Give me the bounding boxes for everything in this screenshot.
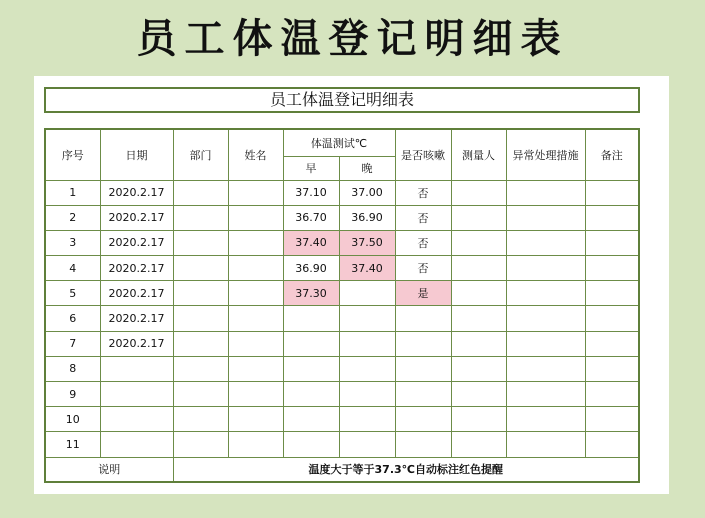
cell-name[interactable] [228, 306, 283, 331]
cell-date[interactable]: 2020.2.17 [100, 306, 173, 331]
cell-remark[interactable] [585, 356, 639, 381]
cell-remark[interactable] [585, 306, 639, 331]
cell-evening[interactable] [339, 356, 395, 381]
cell-dept[interactable] [173, 432, 228, 457]
cell-abnormal[interactable] [506, 331, 585, 356]
cell-cough[interactable] [395, 356, 451, 381]
cell-evening[interactable]: 36.90 [339, 205, 395, 230]
cell-abnormal[interactable] [506, 256, 585, 281]
cell-seq[interactable]: 5 [45, 281, 100, 306]
cell-date[interactable]: 2020.2.17 [100, 281, 173, 306]
cell-seq[interactable]: 4 [45, 256, 100, 281]
header-abnormal[interactable]: 异常处理措施 [506, 129, 585, 180]
cell-abnormal[interactable] [506, 180, 585, 205]
cell-date[interactable]: 2020.2.17 [100, 180, 173, 205]
table-row [45, 331, 639, 356]
header-remark[interactable]: 备注 [585, 129, 639, 180]
header-row [45, 129, 639, 156]
header-seq[interactable]: 序号 [45, 129, 100, 180]
header-evening[interactable]: 晚 [339, 156, 395, 180]
cell-evening[interactable] [339, 432, 395, 457]
header-measurer[interactable]: 测量人 [451, 129, 506, 180]
cell-cough[interactable]: 否 [395, 205, 451, 230]
cell-measurer[interactable] [451, 331, 506, 356]
cell-morning[interactable]: 36.70 [283, 205, 339, 230]
cell-date[interactable]: 2020.2.17 [100, 205, 173, 230]
cell-abnormal[interactable] [506, 230, 585, 255]
cell-measurer[interactable] [451, 306, 506, 331]
cell-remark[interactable] [585, 230, 639, 255]
cell-dept[interactable] [173, 281, 228, 306]
cell-abnormal[interactable] [506, 407, 585, 432]
cell-morning[interactable] [283, 331, 339, 356]
table-row [45, 180, 639, 205]
cell-name[interactable] [228, 180, 283, 205]
cell-dept[interactable] [173, 256, 228, 281]
cell-name[interactable] [228, 432, 283, 457]
table-row [45, 256, 639, 281]
cell-date[interactable]: 2020.2.17 [100, 331, 173, 356]
cell-dept[interactable] [173, 356, 228, 381]
cell-remark[interactable] [585, 432, 639, 457]
note-row [45, 457, 639, 482]
cell-abnormal[interactable] [506, 382, 585, 407]
cell-cough[interactable] [395, 407, 451, 432]
cell-evening[interactable]: 37.40 [339, 256, 395, 281]
cell-seq[interactable]: 9 [45, 382, 100, 407]
cell-morning[interactable]: 37.30 [283, 281, 339, 306]
cell-dept[interactable] [173, 331, 228, 356]
cell-measurer[interactable] [451, 205, 506, 230]
table-row [45, 306, 639, 331]
cell-seq[interactable]: 11 [45, 432, 100, 457]
table-row [45, 281, 639, 306]
header-temp-group[interactable]: 体温测试℃ [283, 129, 395, 156]
cell-cough[interactable]: 否 [395, 230, 451, 255]
cell-morning[interactable]: 36.90 [283, 256, 339, 281]
table-row [45, 356, 639, 381]
cell-remark[interactable] [585, 256, 639, 281]
table-row [45, 407, 639, 432]
cell-measurer[interactable] [451, 180, 506, 205]
cell-cough[interactable] [395, 432, 451, 457]
cell-morning[interactable] [283, 356, 339, 381]
cell-seq[interactable]: 1 [45, 180, 100, 205]
cell-cough[interactable] [395, 331, 451, 356]
table-row [45, 205, 639, 230]
cell-name[interactable] [228, 331, 283, 356]
cell-date[interactable] [100, 382, 173, 407]
cell-dept[interactable] [173, 306, 228, 331]
cell-dept[interactable] [173, 180, 228, 205]
cell-name[interactable] [228, 407, 283, 432]
cell-abnormal[interactable] [506, 356, 585, 381]
cell-remark[interactable] [585, 382, 639, 407]
cell-name[interactable] [228, 230, 283, 255]
cell-morning[interactable] [283, 432, 339, 457]
table-row [45, 382, 639, 407]
header-name[interactable]: 姓名 [228, 129, 283, 180]
cell-morning[interactable]: 37.10 [283, 180, 339, 205]
cell-measurer[interactable] [451, 281, 506, 306]
header-dept[interactable]: 部门 [173, 129, 228, 180]
header-morning[interactable]: 早 [283, 156, 339, 180]
cell-date[interactable] [100, 407, 173, 432]
cell-morning[interactable] [283, 382, 339, 407]
cell-name[interactable] [228, 256, 283, 281]
note-label[interactable]: 说明 [45, 457, 173, 482]
sheet-title-cell[interactable]: 员工体温登记明细表 [44, 87, 640, 113]
cell-measurer[interactable] [451, 407, 506, 432]
cell-morning[interactable] [283, 407, 339, 432]
cell-evening[interactable] [339, 407, 395, 432]
cell-date[interactable] [100, 432, 173, 457]
cell-remark[interactable] [585, 205, 639, 230]
cell-evening[interactable] [339, 382, 395, 407]
cell-evening[interactable] [339, 306, 395, 331]
cell-seq[interactable]: 8 [45, 356, 100, 381]
cell-seq[interactable]: 7 [45, 331, 100, 356]
cell-remark[interactable] [585, 180, 639, 205]
cell-seq[interactable]: 2 [45, 205, 100, 230]
cell-dept[interactable] [173, 407, 228, 432]
cell-date[interactable]: 2020.2.17 [100, 256, 173, 281]
cell-date[interactable]: 2020.2.17 [100, 230, 173, 255]
spreadsheet-area [34, 76, 669, 494]
temperature-table [44, 128, 640, 483]
cell-name[interactable] [228, 281, 283, 306]
table-row [45, 230, 639, 255]
header-date[interactable]: 日期 [100, 129, 173, 180]
cell-name[interactable] [228, 356, 283, 381]
cell-dept[interactable] [173, 205, 228, 230]
cell-abnormal[interactable] [506, 432, 585, 457]
cell-dept[interactable] [173, 230, 228, 255]
cell-seq[interactable]: 10 [45, 407, 100, 432]
cell-evening[interactable]: 37.50 [339, 230, 395, 255]
cell-name[interactable] [228, 205, 283, 230]
cell-remark[interactable] [585, 407, 639, 432]
cell-measurer[interactable] [451, 356, 506, 381]
cell-evening[interactable] [339, 331, 395, 356]
cell-cough[interactable]: 否 [395, 256, 451, 281]
page-title: 员工体温登记明细表 [136, 15, 569, 62]
cell-dept[interactable] [173, 382, 228, 407]
cell-cough[interactable] [395, 306, 451, 331]
cell-abnormal[interactable] [506, 205, 585, 230]
cell-morning[interactable] [283, 306, 339, 331]
cell-cough[interactable]: 是 [395, 281, 451, 306]
cell-cough[interactable]: 否 [395, 180, 451, 205]
cell-measurer[interactable] [451, 230, 506, 255]
table-row [45, 432, 639, 457]
cell-measurer[interactable] [451, 256, 506, 281]
header-cough[interactable]: 是否咳嗽 [395, 129, 451, 180]
cell-measurer[interactable] [451, 432, 506, 457]
cell-cough[interactable] [395, 382, 451, 407]
cell-abnormal[interactable] [506, 281, 585, 306]
cell-date[interactable] [100, 356, 173, 381]
cell-remark[interactable] [585, 331, 639, 356]
note-text[interactable]: 温度大于等于37.3℃自动标注红色提醒 [173, 457, 639, 482]
cell-abnormal[interactable] [506, 306, 585, 331]
cell-name[interactable] [228, 382, 283, 407]
cell-seq[interactable]: 3 [45, 230, 100, 255]
cell-evening[interactable] [339, 281, 395, 306]
cell-measurer[interactable] [451, 382, 506, 407]
cell-seq[interactable]: 6 [45, 306, 100, 331]
cell-morning[interactable]: 37.40 [283, 230, 339, 255]
cell-remark[interactable] [585, 281, 639, 306]
cell-evening[interactable]: 37.00 [339, 180, 395, 205]
